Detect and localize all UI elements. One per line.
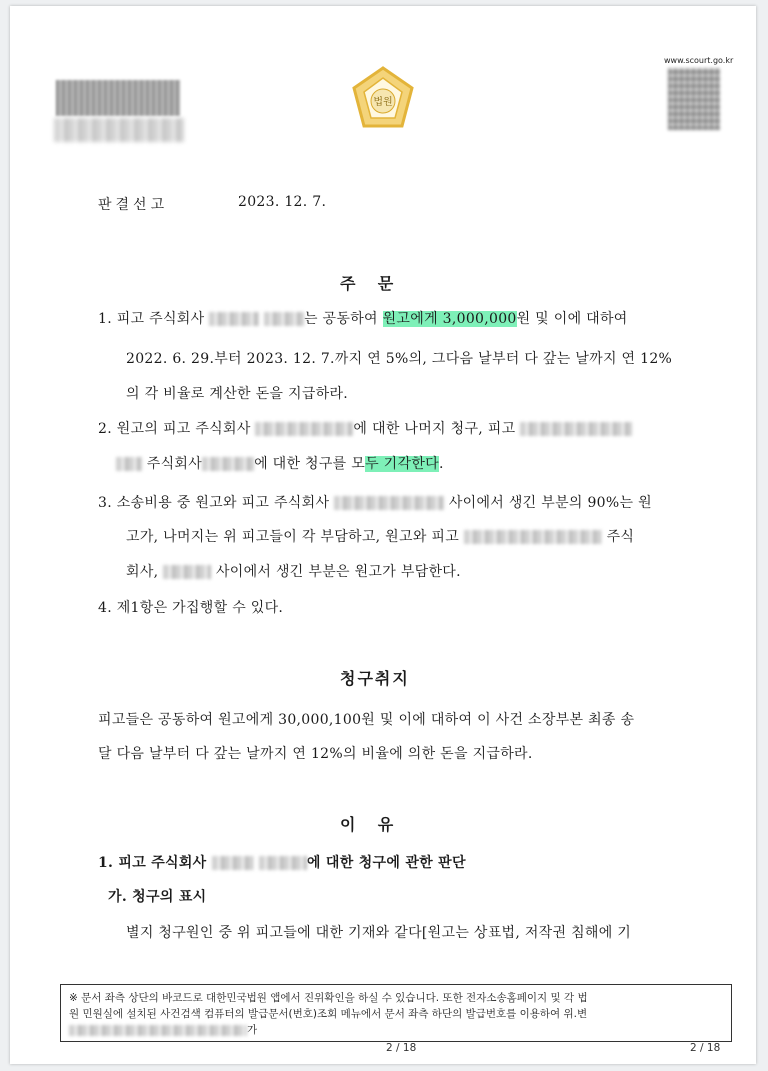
highlighted-amount: 원고에게 3,000,000 bbox=[382, 311, 517, 327]
redacted-name bbox=[163, 565, 211, 579]
redacted-name bbox=[116, 457, 142, 471]
page-number-right: 2 / 18 bbox=[690, 1042, 721, 1054]
verdict-date: 2023. 12. 7. bbox=[238, 194, 327, 210]
redacted-name bbox=[202, 457, 254, 471]
section-title-order: 주 문 bbox=[340, 274, 394, 293]
seal-text: 법원 bbox=[373, 97, 393, 108]
reason-subheading-2: 가. 청구의 표시 bbox=[108, 889, 207, 905]
notice-line-3: 가 bbox=[69, 1022, 257, 1037]
redacted-name bbox=[212, 856, 254, 870]
redacted-name bbox=[259, 856, 307, 870]
redacted-name bbox=[255, 422, 353, 436]
notice-line-1: ※ 문서 좌측 상단의 바코드로 대한민국법원 앱에서 진위확인을 하실 수 있습니다. 또한 전자소송홈페이지 및 각 법 bbox=[69, 992, 588, 1004]
order-item-4: 4. 제1항은 가집행할 수 있다. bbox=[98, 600, 284, 616]
order-item-3-line-3: 회사, 사이에서 생긴 부분은 원고가 부담한다. bbox=[126, 564, 461, 580]
court-seal-icon bbox=[348, 64, 418, 136]
verdict-label: 판결선고 bbox=[98, 197, 169, 213]
qr-code-image bbox=[668, 68, 720, 130]
section-title-claim: 청구취지 bbox=[340, 669, 410, 688]
redacted-issue-number bbox=[54, 118, 184, 142]
notice-line-2: 원 민원실에 설치된 사건검색 컴퓨터의 발급문서(번호)조회 메뉴에서 문서 좌측 하단의 발급번호를 이용하여 위.변 bbox=[69, 1008, 588, 1020]
order-item-3-line-1: 3. 소송비용 중 원고와 피고 주식회사 사이에서 생긴 부분의 90%는 원 bbox=[98, 495, 652, 511]
reason-body: 별지 청구원인 중 위 피고들에 대한 기재와 같다[원고는 상표법, 저작권 침해에 기 bbox=[126, 925, 632, 941]
redacted-name bbox=[334, 496, 444, 510]
site-url: www.scourt.go.kr bbox=[664, 56, 734, 65]
redacted-name bbox=[209, 312, 259, 326]
order-item-1-line-1: 1. 피고 주식회사 는 공동하여 원고에게 3,000,000원 및 이에 대하여 bbox=[98, 311, 628, 327]
order-item-3-line-2: 고가, 나머지는 위 피고들이 각 부담하고, 원고와 피고 주식 bbox=[126, 529, 635, 545]
highlighted-dismissal: 두 기각한다 bbox=[365, 456, 439, 472]
document-page bbox=[10, 6, 756, 1064]
section-title-reason: 이 유 bbox=[340, 815, 394, 834]
redacted-name bbox=[264, 312, 304, 326]
barcode-image bbox=[56, 80, 180, 116]
redacted-issue-code bbox=[69, 1025, 247, 1036]
reason-subheading-1: 1. 피고 주식회사 에 대한 청구에 관한 판단 bbox=[98, 855, 466, 871]
redacted-name bbox=[464, 530, 602, 544]
page-number-center: 2 / 18 bbox=[386, 1042, 417, 1054]
authenticity-notice-box bbox=[60, 984, 732, 1042]
claim-line-1: 피고들은 공동하여 원고에게 30,000,100원 및 이에 대하여 이 사건 소장부본 최종 송 bbox=[98, 712, 635, 728]
order-item-2-line-2: 주식회사 에 대한 청구를 모두 기각한다. bbox=[116, 453, 444, 473]
claim-line-2: 달 다음 날부터 다 갚는 날까지 연 12%의 비율에 의한 돈을 지급하라. bbox=[98, 746, 533, 762]
order-item-1-line-3: 의 각 비율로 계산한 돈을 지급하라. bbox=[126, 386, 349, 402]
redacted-name bbox=[520, 422, 632, 436]
order-item-1-line-2: 2022. 6. 29.부터 2023. 12. 7.까지 연 5%의, 그다음 날부터 다 갚는 날까지 연 12% bbox=[126, 351, 673, 367]
order-item-2-line-1: 2. 원고의 피고 주식회사 에 대한 나머지 청구, 피고 bbox=[98, 418, 632, 438]
